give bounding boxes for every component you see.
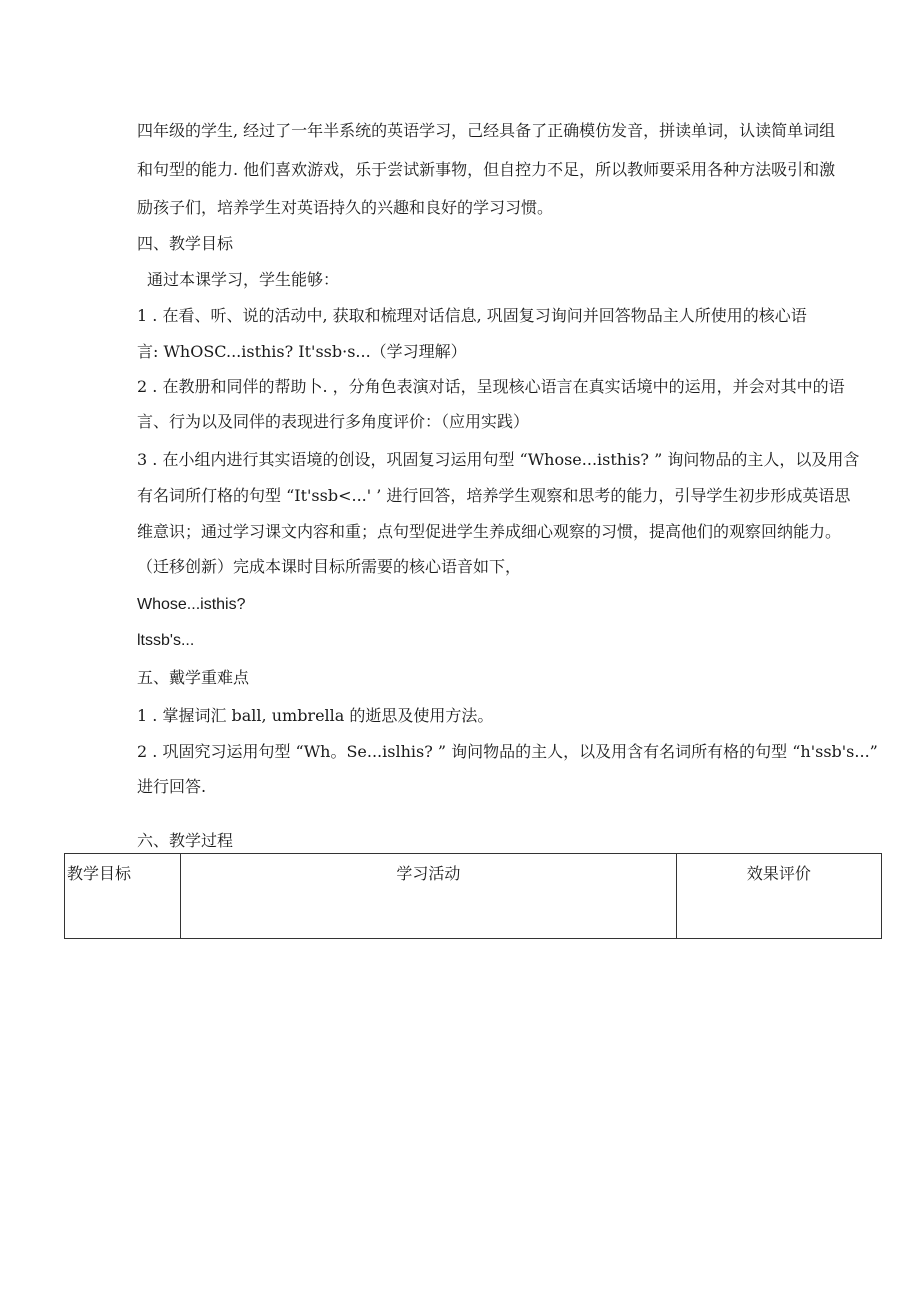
core-language-1: Whose...isthis? (137, 596, 246, 613)
intro-line-2: 和句型的能力. 他们喜欢游戏，乐于尝试新事物，但自控力不足，所以教师要采用各种方法吸引和激 (137, 160, 836, 179)
objective-3-line-1: 3 . 在小组内进行其实语境的创设，巩固复习运用句型 “Whose...isthis? ” 询问物品的主人，以及用含 (137, 450, 860, 469)
section4-heading: 四、教学目标 (137, 234, 234, 253)
objective-3-line-3: 维意识；通过学习课文内容和重；点句型促进学生养成细心观察的习惯，提高他们的观察回纳能力。 (137, 522, 842, 541)
objective-3-line-2: 有名词所仃格的句型 “It'ssb<...' ’ 进行回答，培养学生观察和思考的能力，引导学生初步形成英语思 (137, 486, 851, 505)
header-effect-evaluation: 效果评价 (676, 854, 881, 939)
objective-2-line-2: 言、行为以及同伴的表现进行多角度评价：（应用实践） (137, 412, 530, 431)
keypoint-2-line-1: 2 . 巩固究习运用句型 “Wh。Se...islhis? ” 询问物品的主人，以及用含有名词所有格的句型 “h'ssb's...” (137, 742, 878, 761)
table-header-row (65, 854, 882, 939)
objective-3-line-4: （迁移创新）完成本课时目标所需要的核心语音如下， (137, 557, 522, 576)
keypoint-2-line-2: 进行回答. (137, 777, 207, 796)
intro-line-3: 励孩子们，培养学生对英语持久的兴趣和良好的学习习惯。 (137, 198, 554, 217)
core-language-2: ltssb's... (137, 632, 195, 649)
objective-1-line-2: 言: WhOSC...isthis? It'ssb·s...（学习理解） (137, 342, 467, 361)
header-learning-activity: 学习活动 (181, 854, 677, 939)
objective-1-line-1: 1 . 在看、听、说的活动中, 获取和梳理对话信息, 巩固复习询问并回答物品主人所使用的核心语 (137, 306, 807, 325)
section6-heading: 六、教学过程 (137, 831, 234, 850)
section4-lead: 通过本课学习，学生能够： (147, 270, 340, 289)
objective-2-line-1: 2 . 在教册和同伴的帮助卜. ，分角色表演对话，呈现核心语言在真实话境中的运用，并会对其中的语 (137, 377, 845, 396)
keypoint-1-line-1: 1 . 掌握词汇 ball, umbrella 的逝思及使用方法。 (137, 706, 494, 725)
intro-line-1: 四年级的学生, 经过了一年半系统的英语学习，己经具备了正确模仿发音，拼读单词，认读简单词组 (137, 121, 836, 140)
header-teaching-objective: 教学目标 (65, 854, 181, 939)
teaching-process-table (64, 853, 882, 939)
section5-heading: 五、戴学重难点 (137, 668, 250, 687)
